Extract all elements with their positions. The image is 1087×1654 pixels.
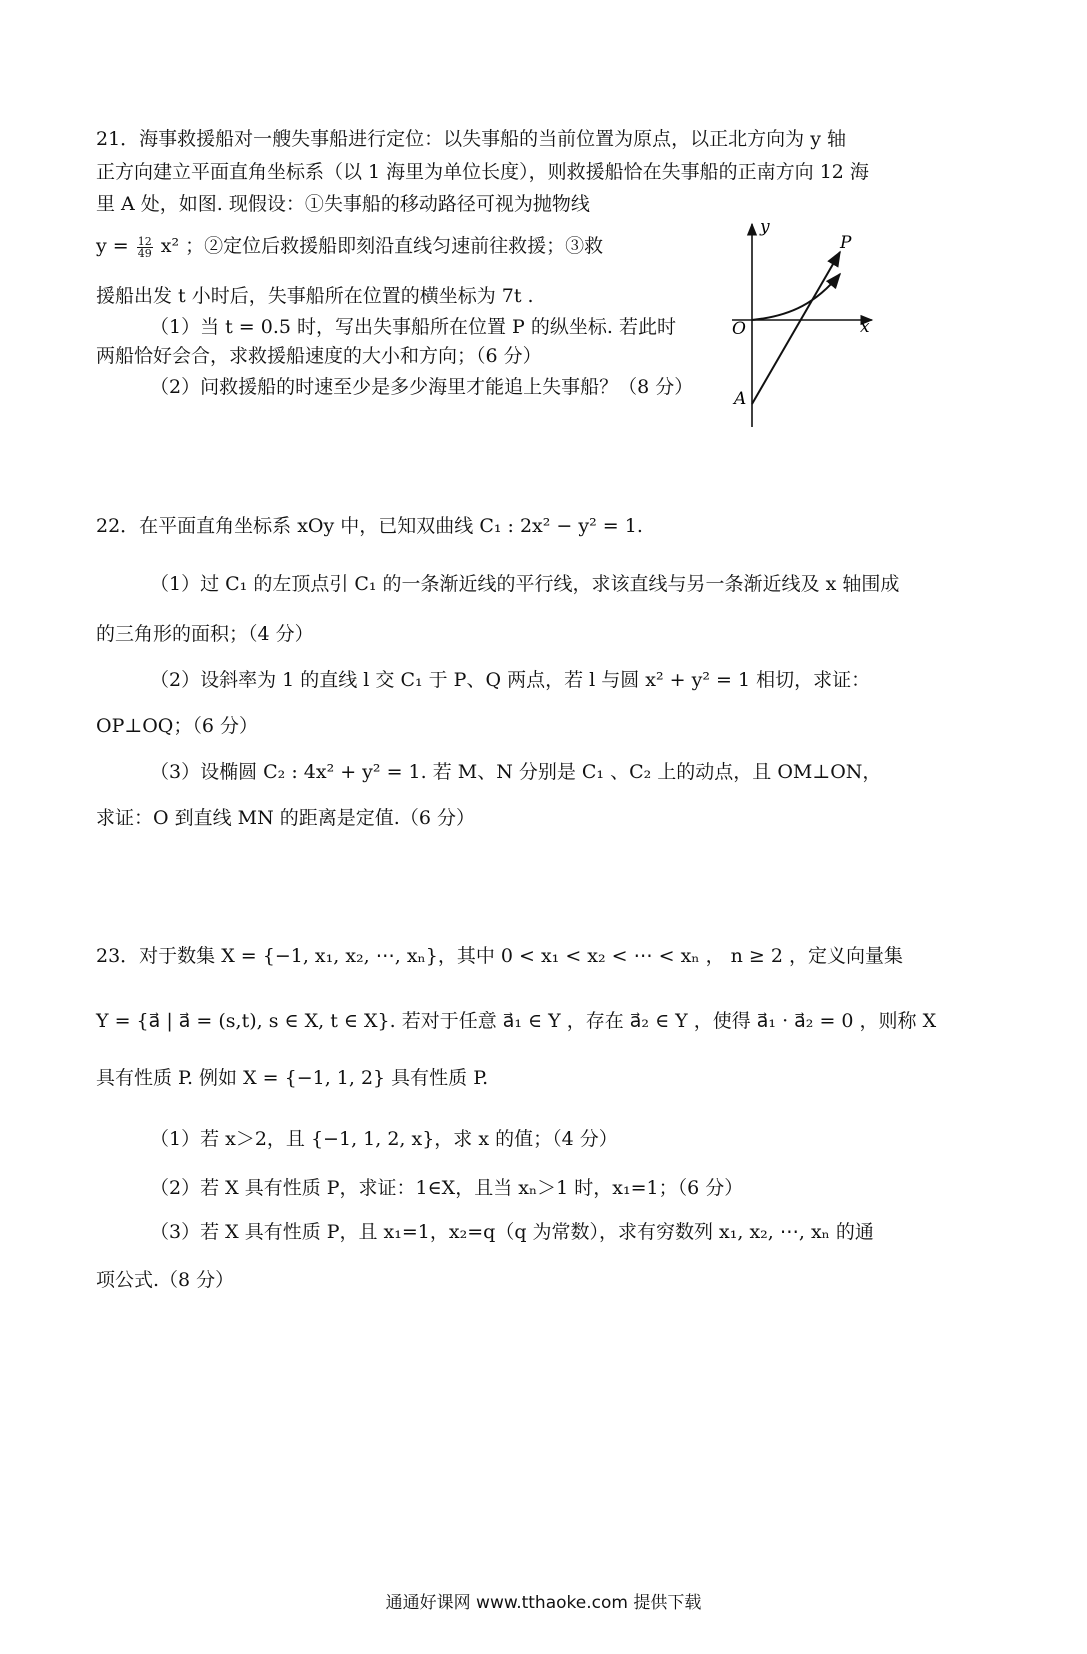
q21-fraction-numerator: 12 xyxy=(137,234,152,248)
q22-part2-line-a: （2）设斜率为 1 的直线 l 交 C₁ 于 P、Q 两点，若 l 与圆 x² + y² = 1 相切，求证： xyxy=(150,669,871,691)
q21-formula-rest: x² ；②定位后救援船即刻沿直线匀速前往救援；③救 xyxy=(160,235,604,257)
q21-line-2: 正方向建立平面直角坐标系（以 1 海里为单位长度），则救援船恰在失事船的正南方向 12 海 xyxy=(96,161,869,183)
q21-part1-line-a: （1）当 t = 0.5 时，写出失事船所在位置 P 的纵坐标. 若此时 xyxy=(150,316,676,338)
rescue-path xyxy=(752,252,840,404)
q23-stem-line-a: 23．对于数集 X = {−1, x₁, x₂, ⋯, xₙ}，其中 0 < x₁ < x₂ < ⋯ < xₙ ， n ≥ 2 ，定义向量集 xyxy=(96,945,904,967)
q23-part3-line-a: （3）若 X 具有性质 P，且 x₁=1，x₂=q（q 为常数），求有穷数列 x₁, x₂, ⋯, xₙ 的通 xyxy=(150,1221,874,1243)
label-y: y xyxy=(760,222,770,237)
q21-line-4 xyxy=(96,232,603,260)
footer-source: 通通好课网 www.tthaoke.com 提供下载 xyxy=(385,1593,702,1613)
q22-part1-line-a: （1）过 C₁ 的左顶点引 C₁ 的一条渐近线的平行线，求该直线与另一条渐近线及 x 轴围成 xyxy=(150,573,900,595)
q21-part2: （2）问救援船的时速至少是多少海里才能追上失事船？（8 分） xyxy=(150,376,694,398)
q23-part1: （1）若 x＞2，且 {−1, 1, 2, x}，求 x 的值；（4 分） xyxy=(150,1128,618,1150)
q22-part3-line-a: （3）设椭圆 C₂ : 4x² + y² = 1. 若 M、N 分别是 C₁ 、C₂ 上的动点，且 OM⊥ON， xyxy=(150,761,882,783)
q23-part2: （2）若 X 具有性质 P，求证：1∈X，且当 xₙ＞1 时，x₁=1；（6 分） xyxy=(150,1177,744,1199)
q23-stem-line-b: Y = {a⃗ | a⃗ = (s,t), s ∈ X, t ∈ X}. 若对于任意 a⃗₁ ∈ Y ，存在 a⃗₂ ∈ Y ，使得 a⃗₁ · a⃗₂ = 0 ，则称 X xyxy=(96,1010,937,1032)
q22-part2-line-b: OP⊥OQ；（6 分） xyxy=(96,715,259,737)
q22-part1-line-b: 的三角形的面积；（4 分） xyxy=(96,623,314,645)
q21-line-1: 21．海事救援船对一艘失事船进行定位：以失事船的当前位置为原点，以正北方向为 y 轴 xyxy=(96,128,846,150)
q22-stem: 22．在平面直角坐标系 xOy 中，已知双曲线 C₁ : 2x² − y² = 1. xyxy=(96,515,643,537)
q22-part3-line-b: 求证：O 到直线 MN 的距离是定值.（6 分） xyxy=(96,807,475,829)
label-a: A xyxy=(734,389,747,409)
q21-fraction-denominator: 49 xyxy=(137,246,152,260)
q21-part1-line-b: 两船恰好会合，求救援船速度的大小和方向；（6 分） xyxy=(96,345,542,367)
label-x: x xyxy=(860,317,870,337)
q23-stem-line-c: 具有性质 P. 例如 X = {−1, 1, 2} 具有性质 P. xyxy=(96,1067,489,1089)
q21-formula-lhs: y = xyxy=(96,235,129,257)
parabola-curve xyxy=(752,274,840,320)
q21-fraction xyxy=(137,236,153,259)
q23-part3-line-b: 项公式.（8 分） xyxy=(96,1269,235,1291)
q21-coordinate-figure xyxy=(732,222,932,444)
label-p: P xyxy=(840,233,852,253)
label-o: O xyxy=(732,319,746,339)
q21-line-5: 援船出发 t 小时后，失事船所在位置的横坐标为 7t . xyxy=(96,285,534,307)
q21-line-3: 里 A 处，如图. 现假设：①失事船的移动路径可视为抛物线 xyxy=(96,193,590,215)
